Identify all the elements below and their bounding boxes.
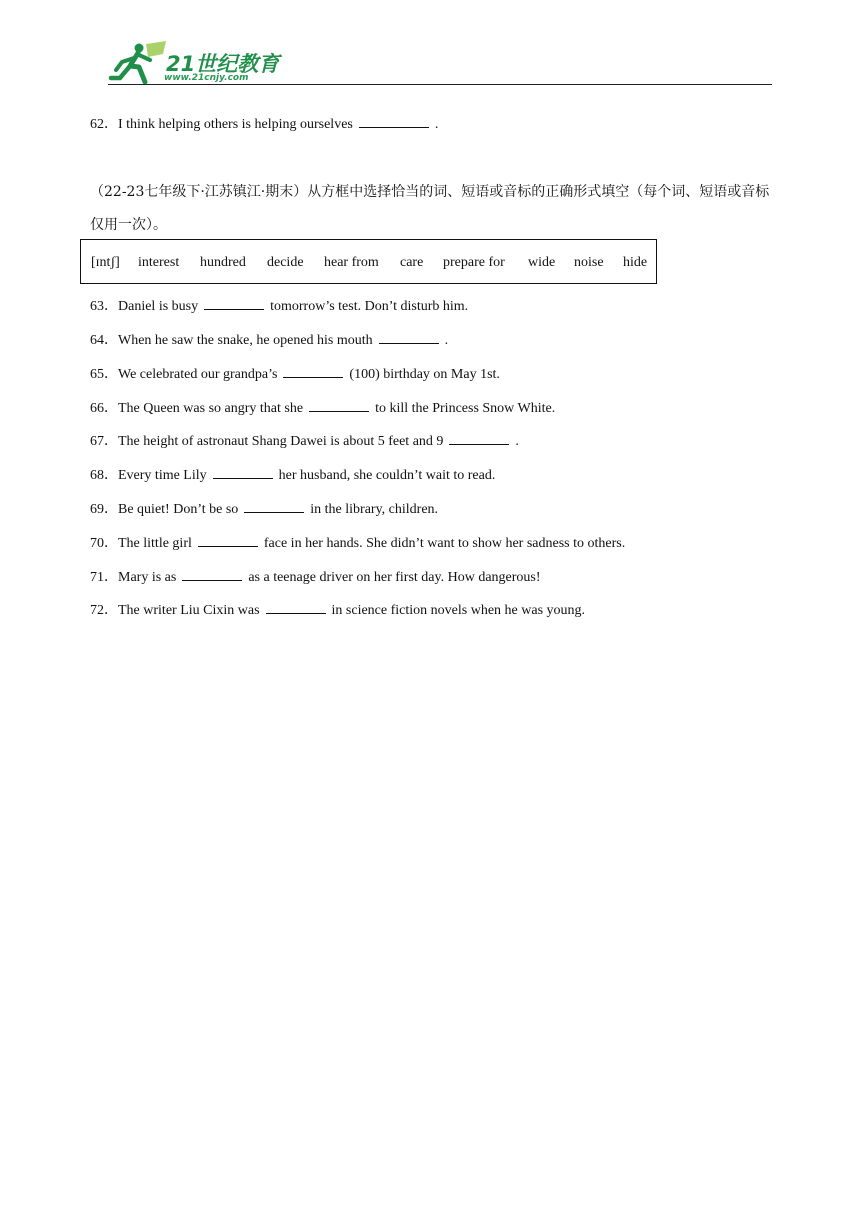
question-number: 70．	[90, 536, 118, 551]
answer-blank[interactable]	[213, 464, 273, 479]
question-text-after: tomorrow’s test. Don’t disturb him.	[270, 299, 469, 314]
word-bank-item: care	[400, 255, 424, 270]
word-bank-item: hide	[623, 255, 648, 270]
question-number: 72．	[90, 603, 118, 618]
question-number: 71．	[90, 570, 118, 585]
question-text-before: The writer Liu Cixin was	[118, 603, 260, 618]
logo-text: 21世纪教育	[166, 52, 280, 76]
answer-blank[interactable]	[359, 113, 429, 128]
word-bank-box	[80, 239, 657, 284]
question-text-after: her husband, she couldn’t wait to read.	[278, 468, 496, 483]
question-text-after: (100) birthday on May 1st.	[349, 367, 500, 382]
answer-blank[interactable]	[244, 498, 304, 513]
question-text-before: The height of astronaut Shang Dawei is about 5 feet and 9	[118, 434, 444, 449]
question-63	[90, 295, 468, 316]
question-number: 68．	[90, 468, 118, 483]
question-65	[90, 363, 500, 384]
question-text-after: .	[444, 333, 449, 348]
answer-blank[interactable]	[309, 397, 369, 412]
question-text-before: We celebrated our grandpa’s	[118, 367, 278, 382]
logo	[108, 40, 278, 86]
question-64	[90, 329, 448, 350]
word-bank-item: hear from	[324, 255, 379, 270]
answer-blank[interactable]	[379, 329, 439, 344]
question-66	[90, 397, 555, 418]
question-text-after: face in her hands. She didn’t want to show her sadness to others.	[263, 536, 626, 551]
question-68	[90, 464, 495, 485]
question-text-before: The Queen was so angry that she	[118, 401, 304, 416]
question-71	[90, 566, 541, 587]
question-text-after: to kill the Princess Snow White.	[375, 401, 556, 416]
question-text-after: in science fiction novels when he was young.	[331, 603, 586, 618]
word-bank-item: hundred	[200, 255, 246, 270]
header-divider	[108, 84, 772, 85]
question-number: 62．	[90, 117, 118, 132]
question-number: 64．	[90, 333, 118, 348]
question-69	[90, 498, 438, 519]
question-text-before: When he saw the snake, he opened his mouth	[118, 333, 373, 348]
word-bank-item: noise	[574, 255, 604, 270]
answer-blank[interactable]	[283, 363, 343, 378]
answer-blank[interactable]	[182, 566, 242, 581]
question-70	[90, 532, 625, 553]
question-text-before: Mary is as	[118, 570, 177, 585]
question-number: 63．	[90, 299, 118, 314]
word-bank-item: decide	[267, 255, 304, 270]
question-62	[90, 113, 438, 134]
answer-blank[interactable]	[198, 532, 258, 547]
question-number: 65．	[90, 367, 118, 382]
question-72	[90, 599, 585, 620]
runner-logo-icon	[108, 40, 168, 86]
answer-blank[interactable]	[449, 430, 509, 445]
question-text-before: Be quiet! Don’t be so	[118, 502, 239, 517]
section-instructions: （22-23七年级下·江苏镇江·期末）从方框中选择恰当的词、短语或音标的正确形式填空（每个词、短语或音标仅用一次）。	[90, 184, 770, 233]
page-header	[108, 40, 772, 86]
question-text-after: as a teenage driver on her first day. How dangerous!	[248, 570, 541, 585]
word-bank-item: interest	[138, 255, 180, 270]
word-bank-item: [ɪntʃ]	[91, 255, 120, 270]
answer-blank[interactable]	[266, 599, 326, 614]
question-67	[90, 430, 519, 451]
question-text-after: .	[515, 434, 519, 449]
answer-blank[interactable]	[204, 295, 264, 310]
question-number: 67．	[90, 434, 118, 449]
question-number: 69．	[90, 502, 118, 517]
question-text-before: Daniel is busy	[118, 299, 199, 314]
question-text-after: in the library, children.	[310, 502, 439, 517]
word-bank-item: prepare for	[443, 255, 505, 270]
question-text-before: Every time Lily	[118, 468, 207, 483]
question-text-after: .	[434, 117, 439, 132]
logo-url: www.21cnjy.com	[164, 73, 249, 83]
word-bank-item: wide	[528, 255, 556, 270]
question-number: 66．	[90, 401, 118, 416]
question-text-before: The little girl	[118, 536, 192, 551]
question-text-before: I think helping others is helping ourselves	[118, 117, 353, 132]
